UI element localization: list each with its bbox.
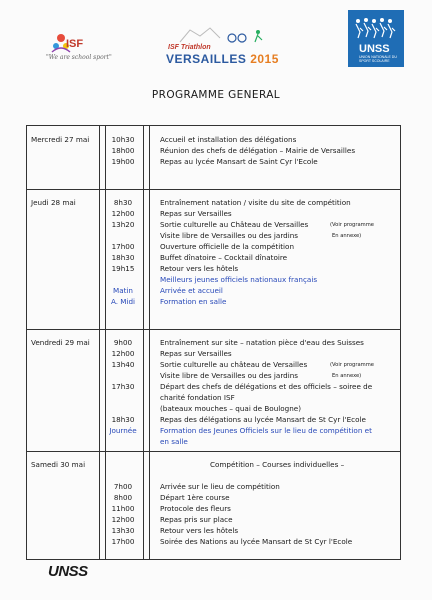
time-cell: 13h40: [111, 360, 135, 369]
isf-tagline: "We are school sport": [46, 54, 112, 61]
unss-footer-logo: UNSS: [48, 563, 88, 580]
day-label: Samedi 30 mai: [31, 460, 86, 469]
activity-cell: Meilleurs jeunes officiels nationaux français: [160, 275, 318, 284]
time-cell: 8h00: [113, 493, 133, 502]
activity-cell: Entraînement sur site – natation pièce d'eau des Suisses: [160, 338, 364, 347]
programme-table: [26, 125, 401, 560]
time-cell: 19h15: [111, 264, 135, 273]
activity-cell: Sortie culturelle au château de Versailles: [160, 360, 308, 369]
time-cell: 19h00: [111, 157, 135, 166]
triathlon-emblem-icon: [160, 26, 280, 46]
table-divider: [149, 126, 150, 559]
activity-cell: Repas sur Versailles: [160, 209, 232, 218]
activity-cell: en salle: [160, 437, 188, 446]
time-cell: 12h00: [111, 349, 135, 358]
time-cell: 17h00: [111, 537, 135, 546]
triathlon-label: ISF Triathlon: [168, 44, 211, 51]
activity-cell: Repas des délégations au lycée Mansart de St Cyr l'Ecole: [160, 415, 366, 424]
activity-cell: Soirée des Nations au lycée Mansart de St Cyr l'Ecole: [160, 537, 353, 546]
table-separator: [27, 189, 400, 190]
table-separator: [27, 329, 400, 330]
activity-cell: Ouverture officielle de la compétition: [160, 242, 295, 251]
triathlon-logo: [160, 26, 280, 70]
triathlon-city: VERSAILLES 2015: [166, 52, 279, 66]
activity-cell: Retour vers les hôtels: [160, 526, 239, 535]
time-cell: 17h30: [111, 382, 135, 391]
time-cell: 13h20: [111, 220, 135, 229]
unss-logo-subtitle: UNION NATIONALE DU SPORT SCOLAIRE: [359, 55, 397, 63]
annex-note: En annexe): [332, 373, 362, 379]
time-cell: 10h30: [111, 135, 135, 144]
activity-cell: Départ 1ère course: [160, 493, 230, 502]
day-label: Mercredi 27 mai: [31, 135, 90, 144]
activity-cell: Accueil et installation des délégations: [160, 135, 297, 144]
annex-note: En annexe): [332, 233, 362, 239]
time-cell: Journée: [109, 426, 137, 435]
activity-cell: Repas sur Versailles: [160, 349, 232, 358]
time-cell: 9h00: [113, 338, 133, 347]
activity-cell: Visite libre de Versailles ou des jardins: [160, 371, 299, 380]
activity-cell: Réunion des chefs de délégation – Mairie de Versailles: [160, 146, 356, 155]
isf-logo: [40, 24, 110, 66]
time-cell: 12h00: [111, 515, 135, 524]
activity-cell: Sortie culturelle au Château de Versailles: [160, 220, 309, 229]
activity-cell: Formation des Jeunes Officiels sur le lieu de compétition et: [160, 426, 372, 435]
activity-cell: Buffet dînatoire – Cocktail dînatoire: [160, 253, 288, 262]
unss-logo: [348, 10, 404, 67]
day-label: Jeudi 28 mai: [31, 198, 76, 207]
time-cell: 8h30: [113, 198, 133, 207]
activity-cell: Repas au lycée Mansart de Saint Cyr l'Ecole: [160, 157, 318, 166]
activity-cell: Arrivée sur le lieu de compétition: [160, 482, 280, 491]
unss-runners-icon: [348, 12, 404, 42]
annex-note: (Voir programme: [330, 362, 374, 368]
annex-note: (Voir programme: [330, 222, 374, 228]
activity-cell: Formation en salle: [160, 297, 227, 306]
activity-cell: Entraînement natation / visite du site de compétition: [160, 198, 351, 207]
unss-logo-text: UNSS: [359, 43, 390, 55]
activity-cell: (bateaux mouches – quai de Boulogne): [160, 404, 301, 413]
time-cell: Matin: [113, 286, 133, 295]
time-cell: 18h00: [111, 146, 135, 155]
activity-cell: Départ des chefs de délégations et des officiels – soiree de: [160, 382, 373, 391]
page-title: PROGRAMME GENERAL: [151, 89, 281, 101]
time-cell: 18h30: [111, 253, 135, 262]
day-label: Vendredi 29 mai: [31, 338, 90, 347]
table-separator: [27, 451, 400, 452]
activity-cell: Retour vers les hôtels: [160, 264, 239, 273]
activity-cell: Protocole des fleurs: [160, 504, 231, 513]
time-cell: A. Midi: [110, 297, 136, 306]
time-cell: 11h00: [111, 504, 135, 513]
time-cell: 13h30: [111, 526, 135, 535]
time-cell: 12h00: [111, 209, 135, 218]
activity-cell: charité fondation ISF: [160, 393, 235, 402]
time-cell: 18h30: [111, 415, 135, 424]
time-cell: 17h00: [111, 242, 135, 251]
isf-logo-text: ISF: [66, 38, 84, 50]
activity-cell: Visite libre de Versailles ou des jardins: [160, 231, 299, 240]
time-cell: 7h00: [113, 482, 133, 491]
activity-cell: Arrivée et accueil: [160, 286, 223, 295]
activity-cell: Repas pris sur place: [160, 515, 233, 524]
activity-cell: Compétition – Courses individuelles –: [210, 460, 345, 469]
